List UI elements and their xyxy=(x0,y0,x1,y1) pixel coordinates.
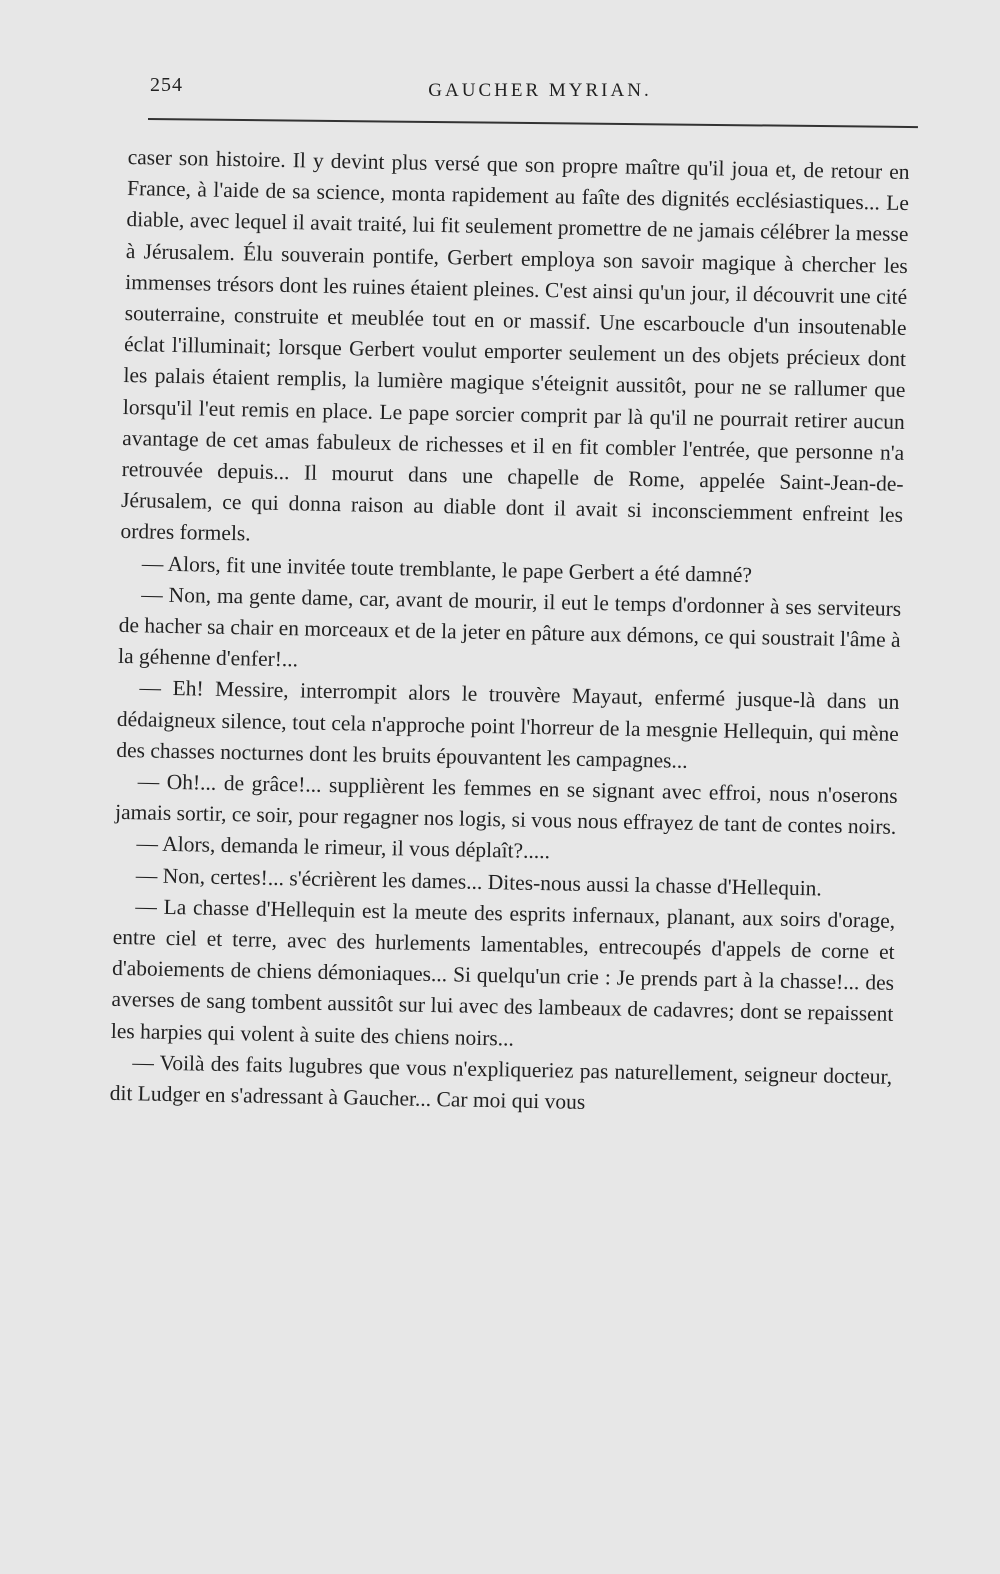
header-rule xyxy=(148,118,918,128)
paragraph: — Non, ma gente dame, car, avant de mourir, il eut le temps d'ordonner à ses serviteurs de hacher sa chair en morceaux et de la jeter en pâture aux démons, ce qui soustrait l'âme à la géhenne d'enfer!... xyxy=(117,582,902,672)
paragraph: — Alors, fit une invitée toute tremblante, le pape Gerbert a été damné? xyxy=(141,550,753,587)
paragraph: — Voilà des faits lugubres que vous n'expliqueriez pas naturellement, seigneur docteur, dit Ludger en s'adressant à Gaucher... Car moi qui vous xyxy=(109,1050,893,1115)
page-number: 254 xyxy=(150,74,183,96)
paragraph: — Oh!... de grâce!... supplièrent les femmes en se signant avec effroi, nous n'oserons jamais sortir, ce soir, pour regagner nos logis, si vous nous effrayez de tant de contes noirs. xyxy=(114,769,898,840)
paragraph: — Alors, demanda le rimeur, il vous déplaît?..... xyxy=(136,831,551,864)
paragraph: — Non, certes!... s'écrièrent les dames... Dites-nous aussi la chasse d'Hellequin. xyxy=(135,862,823,901)
paragraph: caser son histoire. Il y devint plus versé que son propre maître qu'il joua et, de retour en France, à l'aide de sa science, monta rapidement au faîte des dignités ecclésiastiques... Le diable, avec lequel il avait traité, lui fit seulement promettre de ne jamais célébrer la messe à Jérusalem. Élu souverain pontife, Gerbert employa son savoir magique à chercher les immenses trésors dont les ruines étaient pleines. C'est ainsi qu'un jour, il découvrit une cité souterraine, construite et meublée tout en or massif. Une escarboucle d'un insoutenable éclat l'illuminait; lorsque Gerbert voulut emporter seulement un des objets précieux dont les palais étaient remplis, la lumière magique s'éteignit aussitôt, pour ne se rallumer que lorsqu'il l'eut remis en place. Le pape sorcier comprit par là qu'il ne pourrait retirer aucun avantage de cet amas fabuleux de richesses et il en fit combler l'entrée, que personne n'a retrouvée depuis... Il mourut dans une chapelle de Rome, appelée Saint-Jean-de-Jérusalem, ce qui donna raison au diable dont il avait si inconsciemment enfreint les ordres formels. xyxy=(120,144,910,546)
paragraph: — La chasse d'Hellequin est la meute des esprits infernaux, planant, aux soirs d'orage, entre ciel et terre, avec des hurlements lamentables, entrecoupés d'appels de corne et d'aboiements de chiens démoniaques... Si quelqu'un crie : Je prends part à la chasse!... des averses de sang tombent aussitôt sur lui avec des lambeaux de cadavres; dont se repaissent les harpies qui volent à suite des chiens noirs... xyxy=(110,894,896,1051)
running-title: GAUCHER MYRIAN. xyxy=(428,80,652,101)
body-text xyxy=(109,142,909,1124)
paragraph: — Eh! Messire, interrompit alors le trouvère Mayaut, enfermé jusque-là dans un dédaigneux silence, tout cela n'approche point l'horreur de la mesgnie Hellequin, qui mène des chasses nocturnes dont les bruits épouvantent les campagnes... xyxy=(116,675,900,773)
